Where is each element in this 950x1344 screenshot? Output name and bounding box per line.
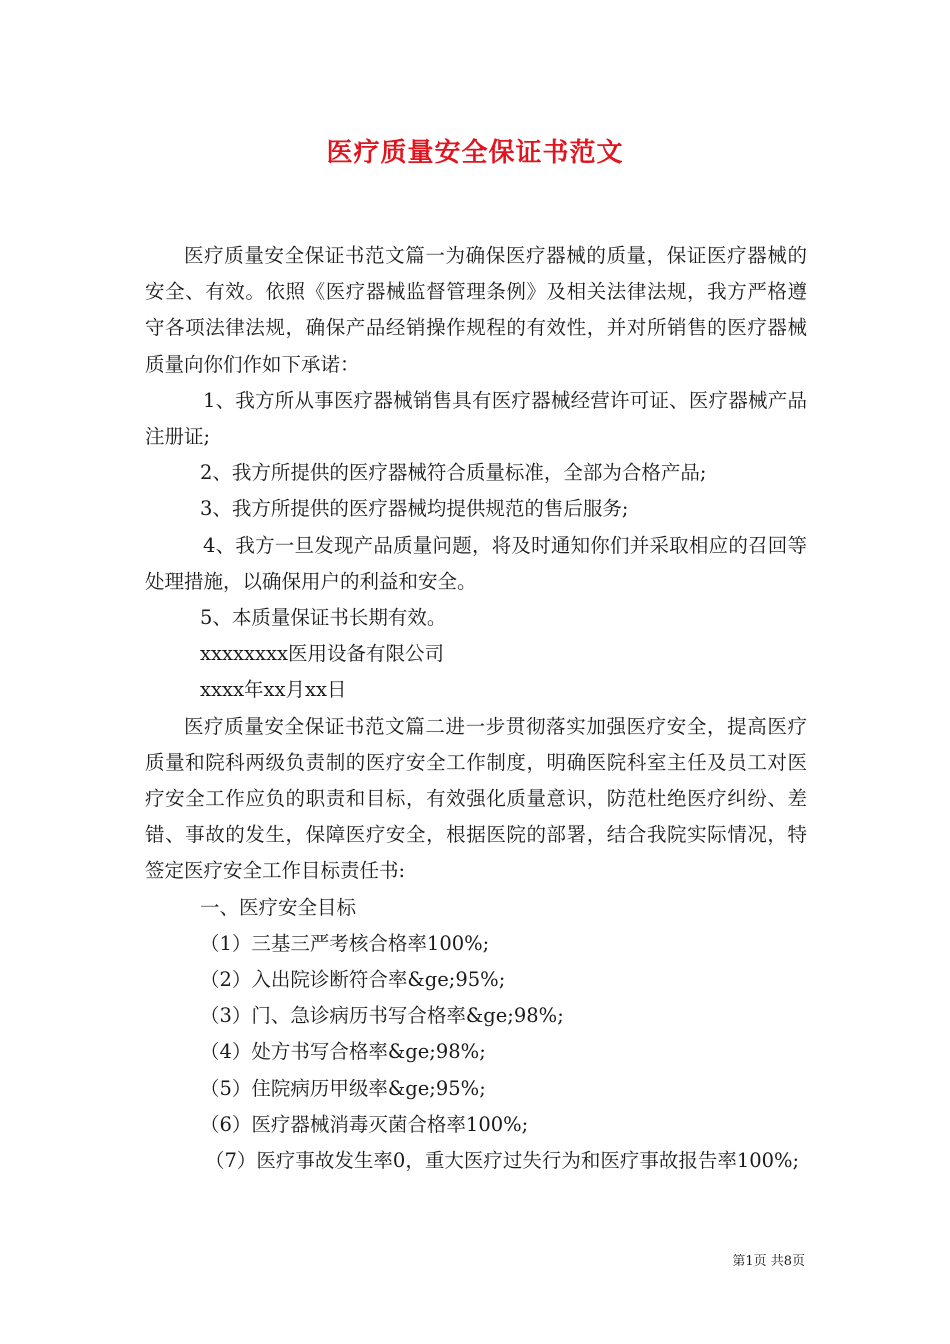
target-item-2: （2）入出院诊断符合率&ge;95%;: [200, 968, 506, 992]
target-item-6: （6）医疗器械消毒灭菌合格率100%;: [200, 1112, 529, 1136]
target-item-7: （7）医疗事故发生率0，重大医疗过失行为和医疗事故报告率100%;: [205, 1149, 800, 1173]
page-number: 第1页 共8页: [732, 1254, 805, 1269]
paragraph-item-2: 2、我方所提供的医疗器械符合质量标准，全部为合格产品;: [200, 461, 707, 485]
section-heading: 一、医疗安全目标: [200, 895, 357, 919]
paragraph-intro: 医疗质量安全保证书范文篇一为确保医疗器械的质量，保证医疗器械的安全、有效。依照《医疗器械监督管理条例》及相关法律法规，我方严格遵守各项法律法规，确保产品经销操作规程的有效性，并对所销售的医疗器械质量向你们作如下承诺：: [145, 244, 807, 376]
paragraph-item-4: 4、我方一旦发现产品质量问题，将及时通知你们并采取相应的召回等处理措施，以确保用户的利益和安全。: [145, 533, 807, 593]
paragraph-item-5: 5、本质量保证书长期有效。: [200, 606, 447, 630]
target-item-1: （1）三基三严考核合格率100%;: [200, 931, 490, 955]
target-item-4: （4）处方书写合格率&ge;98%;: [200, 1040, 486, 1064]
document-title: 医疗质量安全保证书范文: [326, 138, 624, 168]
signature-date: xxxx年xx月xx日: [200, 678, 347, 702]
paragraph-part-two: 医疗质量安全保证书范文篇二进一步贯彻落实加强医疗安全，提高医疗质量和院科两级负责制的医疗安全工作制度，明确医院科室主任及员工对医疗安全工作应负的职责和目标，有效强化质量意识，防范杜绝医疗纠纷、差错、事故的发生，保障医疗安全，根据医院的部署，结合我院实际情况，特签定医疗安全工作目标责任书:: [145, 714, 807, 883]
company-signature: xxxxxxxx医用设备有限公司: [200, 642, 444, 666]
document-body: [145, 238, 807, 1179]
paragraph-item-3: 3、我方所提供的医疗器械均提供规范的售后服务;: [200, 497, 629, 521]
target-item-3: （3）门、急诊病历书写合格率&ge;98%;: [200, 1004, 564, 1028]
paragraph-item-1: 1、我方所从事医疗器械销售具有医疗器械经营许可证、医疗器械产品注册证;: [145, 388, 807, 449]
target-item-5: （5）住院病历甲级率&ge;95%;: [200, 1076, 486, 1100]
